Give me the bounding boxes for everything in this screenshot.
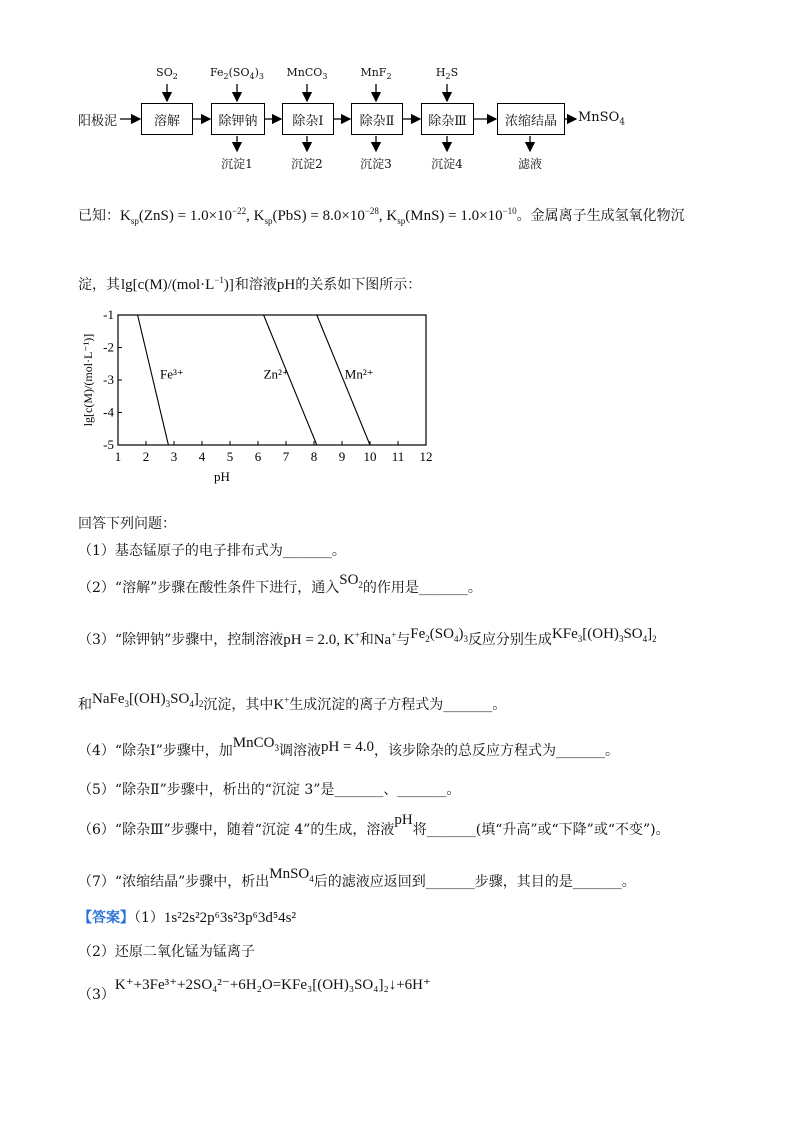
x-tick-label: 11 xyxy=(391,449,405,464)
answer-1: 【答案】（1）1s²2s²2p⁶3s²3p⁶3d⁵4s² xyxy=(78,910,296,926)
x-axis-label: pH xyxy=(214,469,230,484)
x-tick-label: 3 xyxy=(170,449,178,464)
flow-step-remove-k-na: 除钾钠 xyxy=(211,103,265,135)
x-tick-label: 9 xyxy=(338,449,346,464)
reagent-mnf2: MnF$_2$ xyxy=(360,66,392,82)
question-3-line-1: （3）“除钾钠”步骤中，控制溶液pH = 2.0, K+和Na+与$Fe_2(SO_4)_3$反应分别生成$KFe_3[(OH)_3SO_4]_2$ xyxy=(78,626,657,648)
x-tick-label: 5 xyxy=(226,449,234,464)
output-precipitate-2: 沉淀2 xyxy=(291,157,323,171)
flow-start-label: 阳极泥 xyxy=(78,114,118,129)
known-relation-line: 淀，其$\lg[c(M)/(mol\cdot L^{-1})]$和溶液pH的关系如下图所示： xyxy=(78,275,422,293)
x-tick-label: 1 xyxy=(114,449,122,464)
y-axis-label: lg[c(M)/(mol·L⁻¹)] xyxy=(81,333,95,427)
x-tick-label: 2 xyxy=(142,449,150,464)
flow-arrows xyxy=(0,0,800,180)
answer-tag: 【答案】 xyxy=(78,910,134,926)
flow-end-label: MnSO$_4$ xyxy=(578,110,625,128)
x-tick-label: 7 xyxy=(282,449,290,464)
output-precipitate-3: 沉淀3 xyxy=(360,157,392,171)
question-6: （6）“除杂Ⅲ”步骤中，随着“沉淀 4”的生成，溶液pH将_______(填“升高”或“下降”或“不变”)。 xyxy=(78,812,670,838)
questions-intro: 回答下列问题： xyxy=(78,516,176,532)
series-label-0: Fe³⁺ xyxy=(160,366,184,382)
y-tick-label: -2 xyxy=(103,339,114,355)
answer-3: （3）K⁺+3Fe³⁺+2SO₄²⁻+6H₂O=KFe₃[(OH)₃SO₄]₂↓+6H⁺ xyxy=(78,977,431,1003)
y-tick-label: -5 xyxy=(103,437,114,452)
reagent-fe2so43: $Fe_2(SO_4)_3$ xyxy=(210,66,264,82)
reagent-h2s: $H_2S$ xyxy=(435,66,459,82)
flow-step-impurity-3: 除杂Ⅲ xyxy=(421,103,474,135)
x-tick-label: 6 xyxy=(254,449,262,464)
known-ksp-line: 已知：$K_{sp}(ZnS) = 1.0\times 10^{-22}$, $K_{sp}(PbS) = 8.0\times 10^{-28}$, $K_{sp}(MnS) = 1.0\times 10^{-10}$。金属离子生成氢氧化物沉 xyxy=(78,206,685,226)
x-tick-label: 8 xyxy=(310,449,318,464)
reagent-mnco3: MnCO$_3$ xyxy=(286,66,328,82)
output-precipitate-4: 沉淀4 xyxy=(431,157,463,171)
y-tick-label: -4 xyxy=(103,404,114,420)
ph-precipitation-chart xyxy=(70,305,440,485)
y-tick-label: -3 xyxy=(103,372,114,387)
question-5: （5）“除杂Ⅱ”步骤中，析出的“沉淀 3”是_______、_______。 xyxy=(78,782,461,798)
output-filtrate: 滤液 xyxy=(517,157,542,171)
question-3-line-2: 和$NaFe_3[(OH)_3SO_4]_2$沉淀，其中K+生成沉淀的离子方程式为_______。 xyxy=(78,691,507,713)
output-precipitate-1: 沉淀1 xyxy=(221,157,253,171)
x-tick-label: 12 xyxy=(419,449,433,464)
flow-step-crystallize: 浓缩结晶 xyxy=(497,103,565,135)
x-tick-label: 4 xyxy=(198,449,206,464)
question-1: （1）基态锰原子的电子排布式为_______。 xyxy=(78,543,346,559)
y-tick-label: -1 xyxy=(103,307,114,322)
reagent-so2: $SO_2$ xyxy=(156,66,178,82)
question-4: （4）“除杂Ⅰ”步骤中，加MnCO$_3$调溶液pH = 4.0，该步除杂的总反应方程式为_______。 xyxy=(78,735,619,759)
x-tick-label: 10 xyxy=(363,449,377,464)
flow-step-impurity-2: 除杂Ⅱ xyxy=(351,103,403,135)
series-label-1: Zn²⁺ xyxy=(263,366,289,382)
question-2: （2）“溶解”步骤在酸性条件下进行，通入$SO_2$的作用是_______。 xyxy=(78,572,482,596)
flow-step-dissolve: 溶解 xyxy=(141,103,193,135)
question-7: （7）“浓缩结晶”步骤中，析出MnSO$_4$后的滤液应返回到_______步骤，其目的是_______。 xyxy=(78,866,636,890)
flow-step-impurity-1: 除杂Ⅰ xyxy=(282,103,334,135)
answer-2: （2）还原二氧化锰为锰离子 xyxy=(78,944,255,960)
series-label-2: Mn²⁺ xyxy=(344,366,374,382)
